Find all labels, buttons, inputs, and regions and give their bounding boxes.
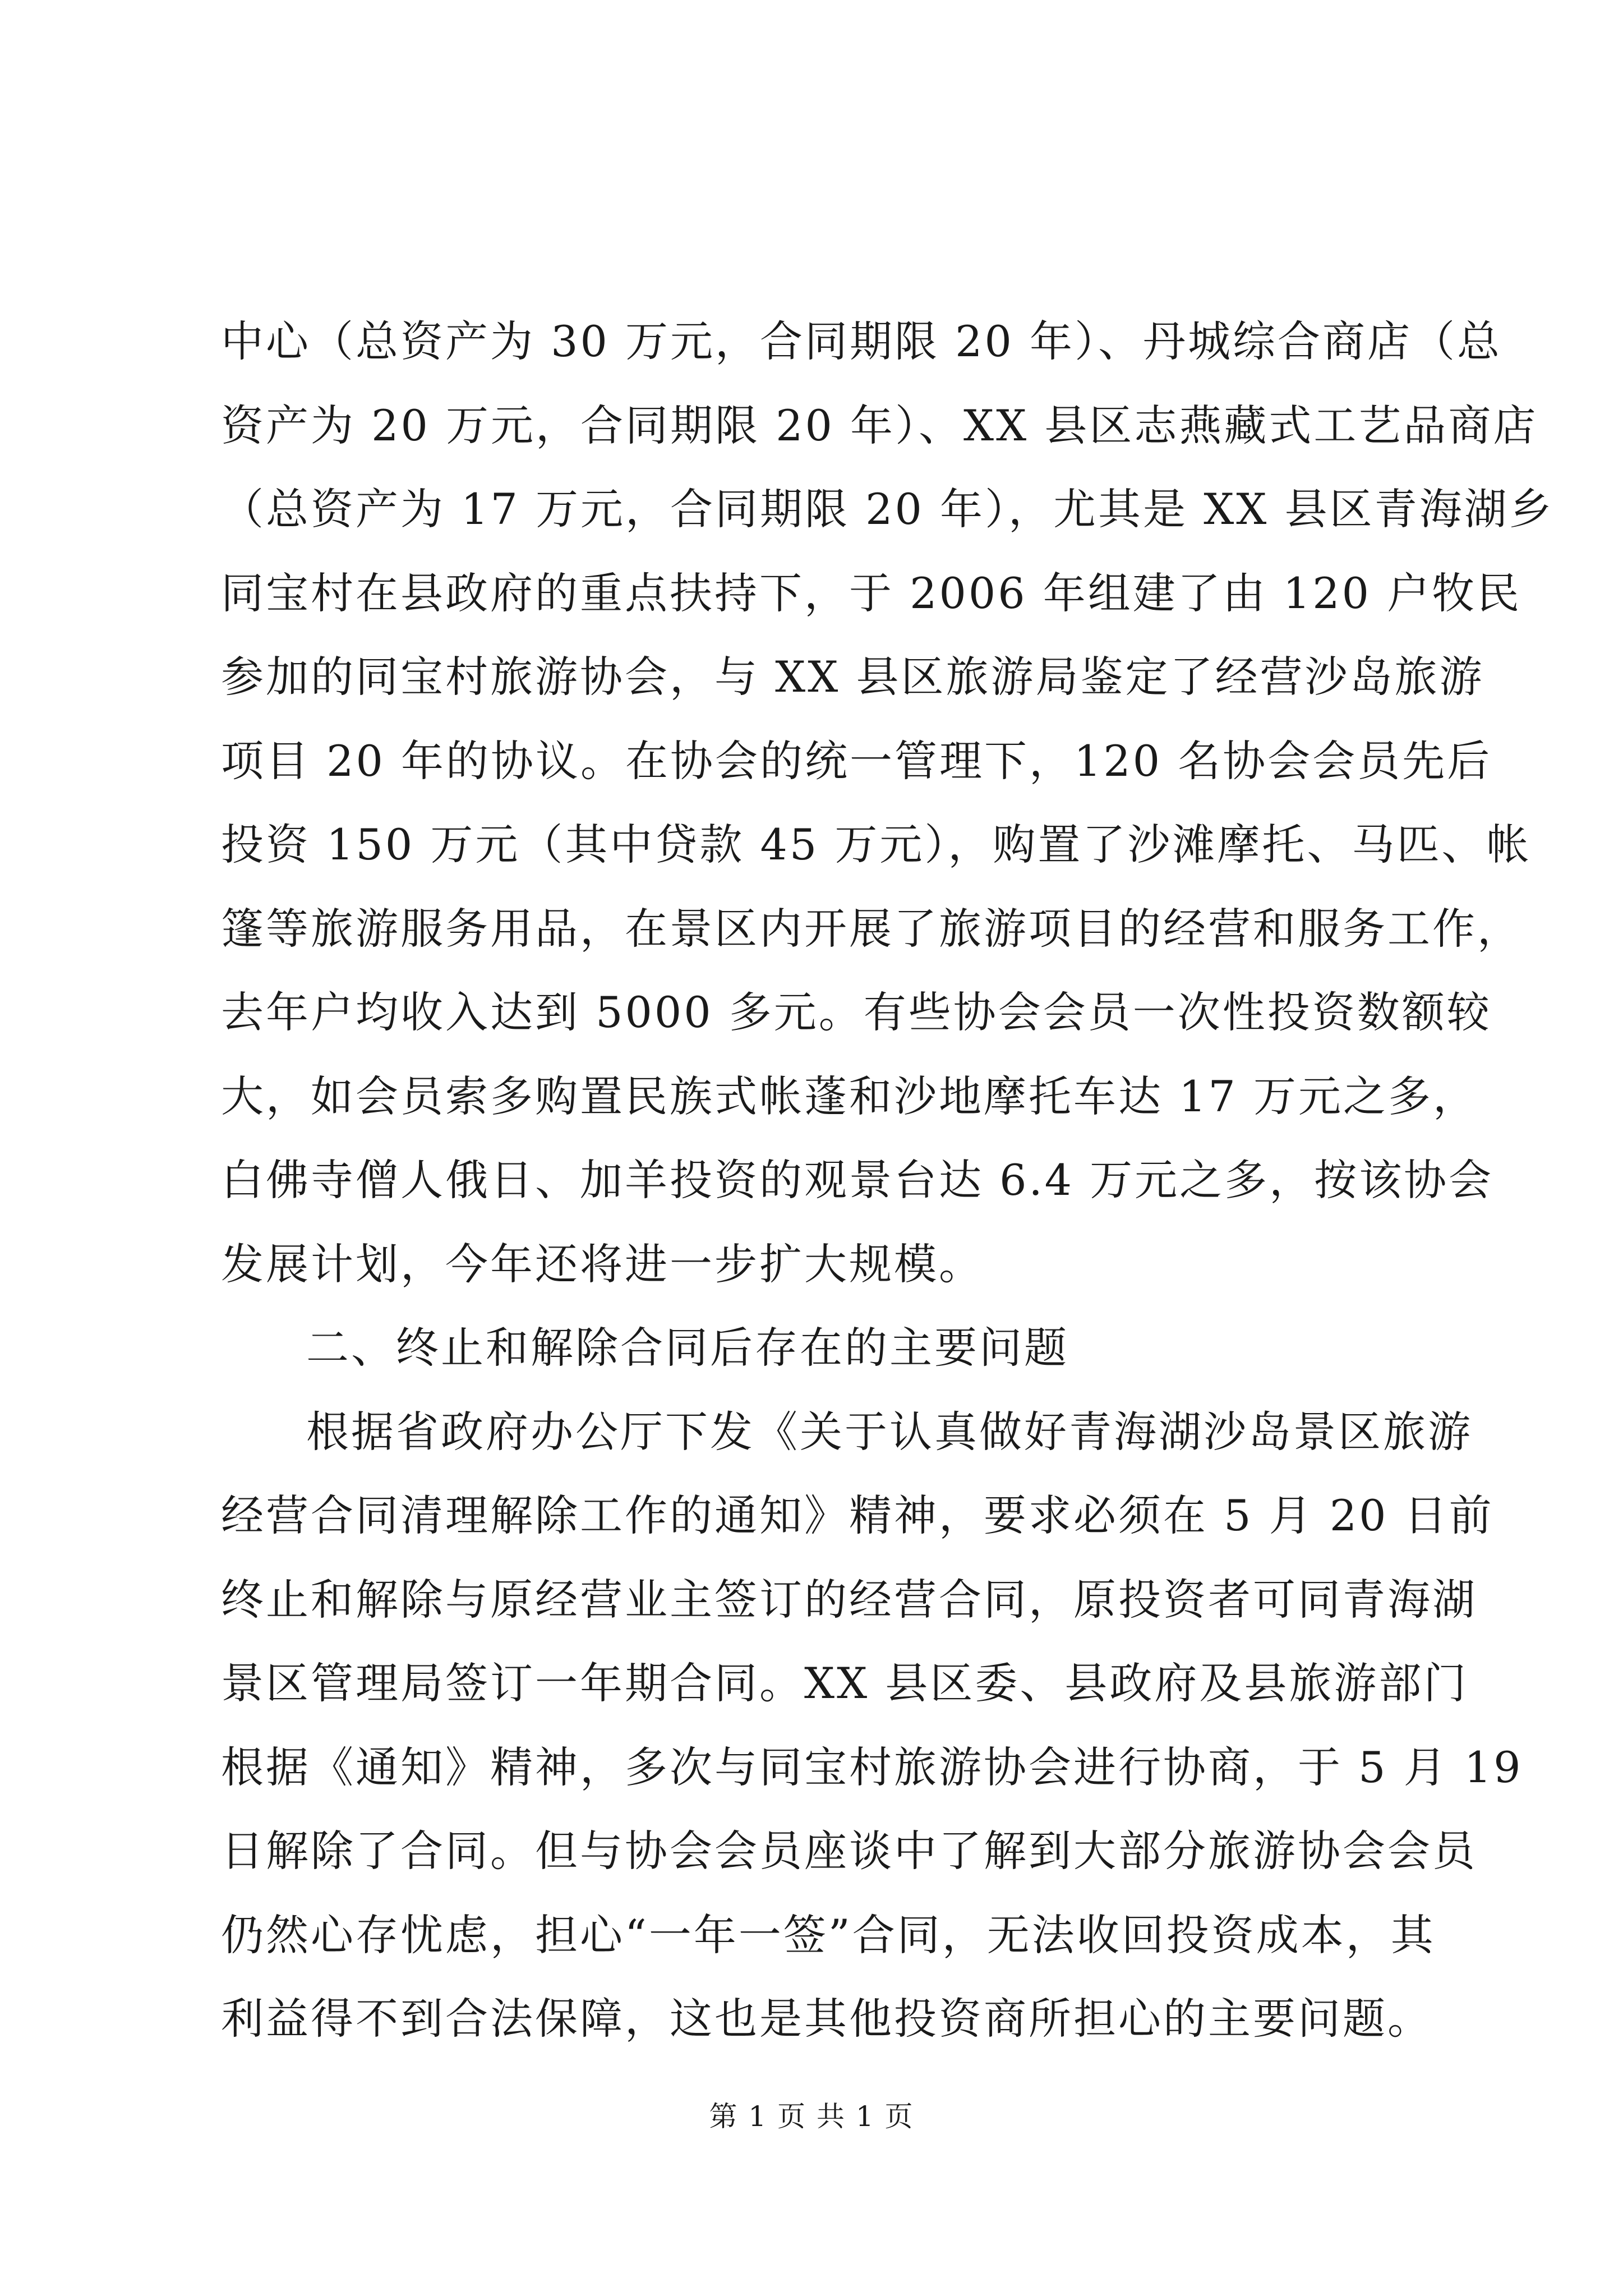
text-line: 景区管理局签订一年期合同。XX 县区委、县政府及县旅游部门 (221, 1658, 1469, 1708)
text-line: 日解除了合同。但与协会会员座谈中了解到大部分旅游协会会员 (221, 1826, 1477, 1876)
text-line: 利益得不到合法保障，这也是其他投资商所担心的主要问题。 (221, 1994, 1432, 2044)
text-line: 终止和解除与原经营业主签订的经营合同，原投资者可同青海湖 (221, 1574, 1477, 1625)
text-line: 根据《通知》精神，多次与同宝村旅游协会进行协商，于 5 月 19 (221, 1742, 1523, 1792)
text-line: （总资产为 17 万元，合同期限 20 年），尤其是 XX 县区青海湖乡 (221, 484, 1554, 534)
text-line: 中心（总资产为 30 万元，合同期限 20 年）、丹城综合商店（总 (221, 316, 1502, 366)
page-number-footer: 第 1 页 共 1 页 (709, 2100, 914, 2133)
document-body (221, 300, 1554, 2061)
text-line: 去年户均收入达到 5000 多元。有些协会会员一次性投资数额较 (221, 987, 1492, 1037)
text-line: 项目 20 年的协议。在协会的统一管理下，120 名协会会员先后 (221, 735, 1492, 786)
text-line: 经营合同清理解除工作的通知》精神，要求必须在 5 月 20 日前 (221, 1490, 1494, 1540)
text-line: 投资 150 万元（其中贷款 45 万元），购置了沙滩摩托、马匹、帐 (221, 820, 1532, 869)
text-line: 资产为 20 万元，合同期限 20 年）、XX 县区志燕藏式工艺品商店 (221, 400, 1538, 450)
text-line: 参加的同宝村旅游协会，与 XX 县区旅游局鉴定了经营沙岛旅游 (221, 652, 1484, 702)
text-line: 仍然心存忧虑，担心“一年一签”合同，无法收回投资成本，其 (221, 1910, 1436, 1960)
text-line: 篷等旅游服务用品，在景区内开展了旅游项目的经营和服务工作， (221, 903, 1522, 954)
section-heading: 二、终止和解除合同后存在的主要问题 (306, 1323, 1069, 1373)
text-line: 大，如会员索多购置民族式帐蓬和沙地摩托车达 17 万元之多， (221, 1071, 1478, 1121)
text-line: 根据省政府办公厅下发《关于认真做好青海湖沙岛景区旅游 (306, 1406, 1473, 1457)
text-line: 发展计划，今年还将进一步扩大规模。 (221, 1239, 984, 1289)
text-line: 白佛寺僧人俄日、加羊投资的观景台达 6.4 万元之多，按该协会 (221, 1155, 1494, 1205)
text-line: 同宝村在县政府的重点扶持下，于 2006 年组建了由 120 户牧民 (221, 568, 1522, 618)
